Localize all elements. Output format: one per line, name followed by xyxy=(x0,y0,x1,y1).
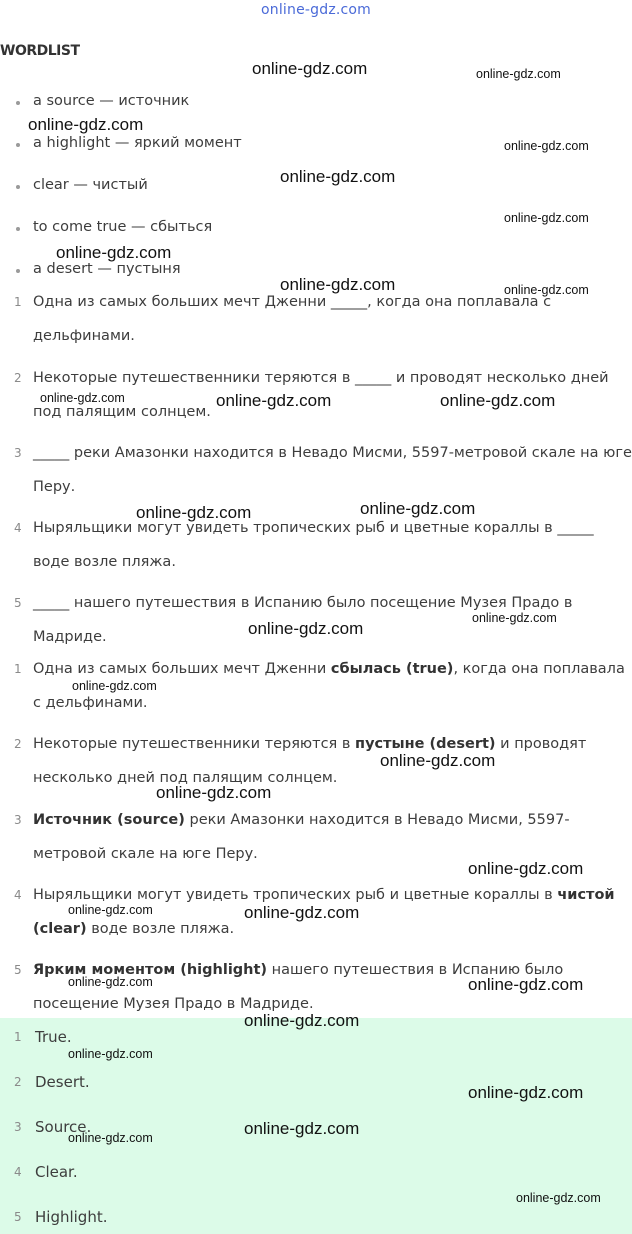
item-text: Одна из самых больших мечт Дженни _____, когда она поплавала с дельфинами. xyxy=(33,294,552,344)
bullet-dot xyxy=(16,185,20,189)
answer-highlight: пустыне (desert) xyxy=(355,736,496,752)
answer-text: Source. xyxy=(35,1118,92,1136)
item-text: Источник (source) реки Амазонки находится в Невадо Мисми, 5597-метровой скале на юге Перу. xyxy=(33,812,570,862)
watermark: online-gdz.com xyxy=(504,139,589,153)
watermark: online-gdz.com xyxy=(72,679,157,693)
watermark: online-gdz.com xyxy=(440,391,556,410)
watermark: online-gdz.com xyxy=(40,391,125,405)
wordlist-item-text: a highlight — яркий момент xyxy=(33,135,242,151)
answer-text: Clear. xyxy=(35,1163,78,1181)
wordlist-item-text: clear — чистый xyxy=(33,177,148,193)
item-number: 3 xyxy=(14,446,22,460)
watermark: online-gdz.com xyxy=(68,975,153,989)
item-number: 5 xyxy=(14,963,22,977)
item-text: Ярким моментом (highlight) нашего путешествия в Испанию было посещение Музея Прадо в Мадриде. xyxy=(33,962,564,1012)
watermark: online-gdz.com xyxy=(280,167,396,186)
watermark: online-gdz.com xyxy=(504,211,589,225)
item-number: 3 xyxy=(14,1120,22,1134)
answer-highlight: сбылась (true) xyxy=(330,661,454,677)
answer-text: Desert. xyxy=(35,1073,90,1091)
item-number: 4 xyxy=(14,1165,22,1179)
watermark: online-gdz.com xyxy=(248,619,364,638)
wordlist-item-text: a desert — пустыня xyxy=(33,261,181,277)
watermark: online-gdz.com xyxy=(468,859,584,878)
item-number: 1 xyxy=(14,662,22,676)
watermark: online-gdz.com xyxy=(468,975,584,994)
watermark: online-gdz.com xyxy=(136,503,252,522)
site-header-link[interactable]: online-gdz.com xyxy=(260,2,372,18)
item-number: 5 xyxy=(14,596,22,610)
answer-text: Highlight. xyxy=(35,1208,108,1226)
watermark: online-gdz.com xyxy=(280,275,396,294)
watermark: online-gdz.com xyxy=(504,283,589,297)
watermark: online-gdz.com xyxy=(244,1011,360,1030)
item-number: 2 xyxy=(14,1075,22,1089)
watermark: online-gdz.com xyxy=(156,783,272,802)
item-text: _____ нашего путешествия в Испанию было посещение Музея Прадо в Мадриде. xyxy=(33,595,573,645)
bullet-dot xyxy=(16,227,20,231)
item-text: Ныряльщики могут увидеть тропических рыб и цветные кораллы в _____ воде возле пляжа. xyxy=(33,520,594,570)
bullet-dot xyxy=(16,101,20,105)
watermark: online-gdz.com xyxy=(216,391,332,410)
watermark: online-gdz.com xyxy=(56,243,172,262)
wordlist-item-text: a source — источник xyxy=(33,93,190,109)
answer-highlight: Ярким моментом (highlight) xyxy=(33,962,268,978)
watermark: online-gdz.com xyxy=(244,1119,360,1138)
watermark: online-gdz.com xyxy=(516,1191,601,1205)
wordlist-title: WORDLIST xyxy=(0,43,80,59)
watermark: online-gdz.com xyxy=(68,903,153,917)
item-text: Ныряльщики могут увидеть тропических рыб и цветные кораллы в чистой (clear) воде возле пляжа. xyxy=(33,887,615,937)
bullet-dot xyxy=(16,269,20,273)
watermark: online-gdz.com xyxy=(380,751,496,770)
item-number: 4 xyxy=(14,521,22,535)
item-number: 1 xyxy=(14,1030,22,1044)
wordlist-item-text: to come true — сбыться xyxy=(33,219,213,235)
watermark: online-gdz.com xyxy=(252,59,368,78)
watermark: online-gdz.com xyxy=(360,499,476,518)
watermark: online-gdz.com xyxy=(476,67,561,81)
watermark: online-gdz.com xyxy=(468,1083,584,1102)
item-text: Некоторые путешественники теряются в _____ и проводят несколько дней под палящим солнцем. xyxy=(33,370,609,420)
answer-highlight: чистой (clear) xyxy=(33,887,615,937)
watermark: online-gdz.com xyxy=(68,1131,153,1145)
item-number: 2 xyxy=(14,371,22,385)
item-number: 2 xyxy=(14,737,22,751)
item-number: 4 xyxy=(14,888,22,902)
watermark: online-gdz.com xyxy=(472,611,557,625)
bullet-dot xyxy=(16,143,20,147)
item-number: 3 xyxy=(14,813,22,827)
item-number: 5 xyxy=(14,1210,22,1224)
watermark: online-gdz.com xyxy=(28,115,144,134)
item-text: Одна из самых больших мечт Дженни сбылась (true), когда она поплавала с дельфинами. xyxy=(33,661,625,711)
item-text: Некоторые путешественники теряются в пустыне (desert) и проводят несколько дней под палящим солнцем. xyxy=(33,736,587,786)
item-text: _____ реки Амазонки находится в Невадо Мисми, 5597-метровой скале на юге Перу. xyxy=(33,445,632,495)
item-number: 1 xyxy=(14,295,22,309)
watermark: online-gdz.com xyxy=(68,1047,153,1061)
answer-highlight: Источник (source) xyxy=(33,812,185,828)
watermark: online-gdz.com xyxy=(244,903,360,922)
answer-text: True. xyxy=(35,1028,72,1046)
